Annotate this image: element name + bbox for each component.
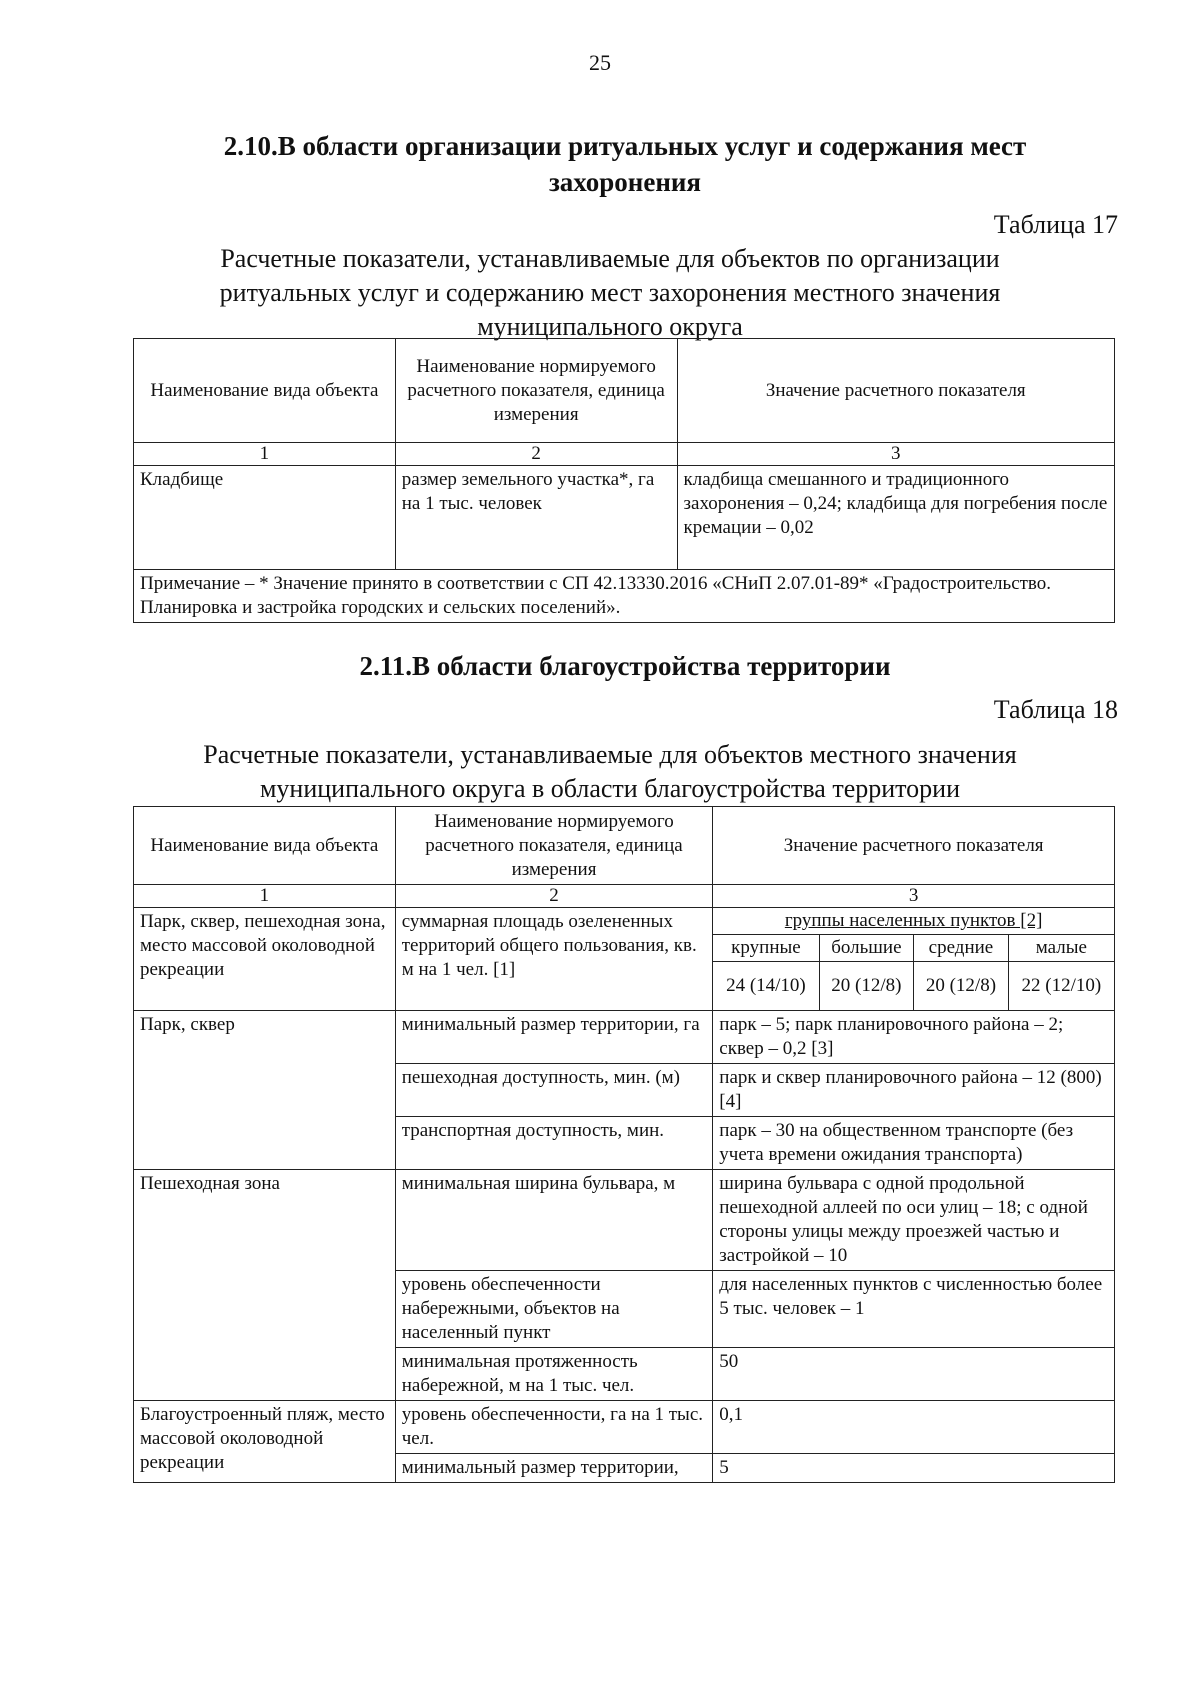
group-name: средние bbox=[914, 935, 1008, 962]
cell-object: Пешеходная зона bbox=[134, 1169, 396, 1400]
cell-value: парк – 5; парк планировочного района – 2; сквер – 0,2 [3] bbox=[713, 1010, 1115, 1063]
caption-line: муниципального округа в области благоустройства территории bbox=[259, 774, 961, 803]
cell-value: кладбища смешанного и традиционного захоронения – 0,24; кладбища для погребения после кремации – 0,02 bbox=[677, 466, 1115, 570]
cell-indicator: транспортная доступность, мин. bbox=[395, 1116, 713, 1169]
header-indicator: Наименование нормируемого расчетного показателя, единица измерения bbox=[395, 807, 713, 885]
cell-groups bbox=[713, 908, 1115, 1011]
column-number: 1 bbox=[134, 885, 396, 908]
cell-indicator: минимальный размер территории, га bbox=[395, 1010, 713, 1063]
group-name: малые bbox=[1008, 935, 1114, 962]
cell-indicator: пешеходная доступность, мин. (м) bbox=[395, 1063, 713, 1116]
group-name: большие bbox=[819, 935, 914, 962]
section-heading-2-10 bbox=[150, 128, 1100, 200]
column-number: 1 bbox=[134, 443, 396, 466]
cell-indicator: минимальная протяженность набережной, м на 1 тыс. чел. bbox=[395, 1347, 713, 1400]
group-value: 24 (14/10) bbox=[713, 962, 819, 1010]
table-note: Примечание – * Значение принято в соответствии с СП 42.13330.2016 «СНиП 2.07.01-89* «Градостроительство. Планировка и застройка городских и сельских поселений». bbox=[134, 570, 1115, 623]
caption-line: Расчетные показатели, устанавливаемые для объектов местного значения bbox=[203, 740, 1017, 769]
cell-indicator: уровень обеспеченности набережными, объектов на населенный пункт bbox=[395, 1270, 713, 1347]
cell-indicator: минимальный размер территории, bbox=[395, 1453, 713, 1482]
groups-subtable bbox=[713, 908, 1114, 1010]
cell-object: Кладбище bbox=[134, 466, 396, 570]
cell-value: для населенных пунктов с численностью более 5 тыс. человек – 1 bbox=[713, 1270, 1115, 1347]
cell-indicator: уровень обеспеченности, га на 1 тыс. чел. bbox=[395, 1400, 713, 1453]
column-number: 2 bbox=[395, 885, 713, 908]
cell-object: Парк, сквер bbox=[134, 1010, 396, 1169]
table-18 bbox=[133, 806, 1115, 1483]
header-object: Наименование вида объекта bbox=[134, 807, 396, 885]
cell-indicator: минимальная ширина бульвара, м bbox=[395, 1169, 713, 1270]
header-indicator: Наименование нормируемого расчетного показателя, единица измерения bbox=[395, 339, 677, 443]
group-value: 22 (12/10) bbox=[1008, 962, 1114, 1010]
heading-line: 2.10.В области организации ритуальных услуг и содержания мест bbox=[223, 131, 1027, 161]
table-17-label: Таблица 17 bbox=[993, 210, 1118, 239]
cell-object: Парк, сквер, пешеходная зона, место массовой околоводной рекреации bbox=[134, 908, 396, 1011]
cell-value: парк и сквер планировочного района – 12 (800) [4] bbox=[713, 1063, 1115, 1116]
caption-line: Расчетные показатели, устанавливаемые для объектов по организации bbox=[220, 244, 1000, 273]
table-17 bbox=[133, 338, 1115, 623]
column-number: 3 bbox=[677, 443, 1115, 466]
cell-object: Благоустроенный пляж, место массовой околоводной рекреации bbox=[134, 1400, 396, 1482]
header-object: Наименование вида объекта bbox=[134, 339, 396, 443]
groups-title: группы населенных пунктов [2] bbox=[784, 910, 1043, 931]
group-name: крупные bbox=[713, 935, 819, 962]
column-number: 3 bbox=[713, 885, 1115, 908]
column-number: 2 bbox=[395, 443, 677, 466]
cell-value: парк – 30 на общественном транспорте (без учета времени ожидания транспорта) bbox=[713, 1116, 1115, 1169]
cell-value: 5 bbox=[713, 1453, 1115, 1482]
table-17-caption bbox=[120, 242, 1100, 344]
header-value: Значение расчетного показателя bbox=[713, 807, 1115, 885]
section-heading-2-11: 2.11.В области благоустройства территории bbox=[359, 651, 891, 681]
page-number: 25 bbox=[589, 50, 611, 75]
cell-indicator: размер земельного участка*, га на 1 тыс. человек bbox=[395, 466, 677, 570]
group-value: 20 (12/8) bbox=[914, 962, 1008, 1010]
table-18-caption bbox=[120, 738, 1100, 806]
table-18-label: Таблица 18 bbox=[993, 695, 1118, 724]
cell-value: 0,1 bbox=[713, 1400, 1115, 1453]
caption-line: ритуальных услуг и содержанию мест захоронения местного значения bbox=[219, 278, 1001, 307]
cell-indicator: суммарная площадь озелененных территорий общего пользования, кв. м на 1 чел. [1] bbox=[395, 908, 713, 1011]
cell-value: 50 bbox=[713, 1347, 1115, 1400]
caption-line: муниципального округа bbox=[477, 312, 743, 341]
header-value: Значение расчетного показателя bbox=[677, 339, 1115, 443]
cell-value: ширина бульвара с одной продольной пешеходной аллеей по оси улиц – 18; с одной стороны улицы между проезжей частью и застройкой – 10 bbox=[713, 1169, 1115, 1270]
group-value: 20 (12/8) bbox=[819, 962, 914, 1010]
heading-line: захоронения bbox=[548, 167, 702, 197]
